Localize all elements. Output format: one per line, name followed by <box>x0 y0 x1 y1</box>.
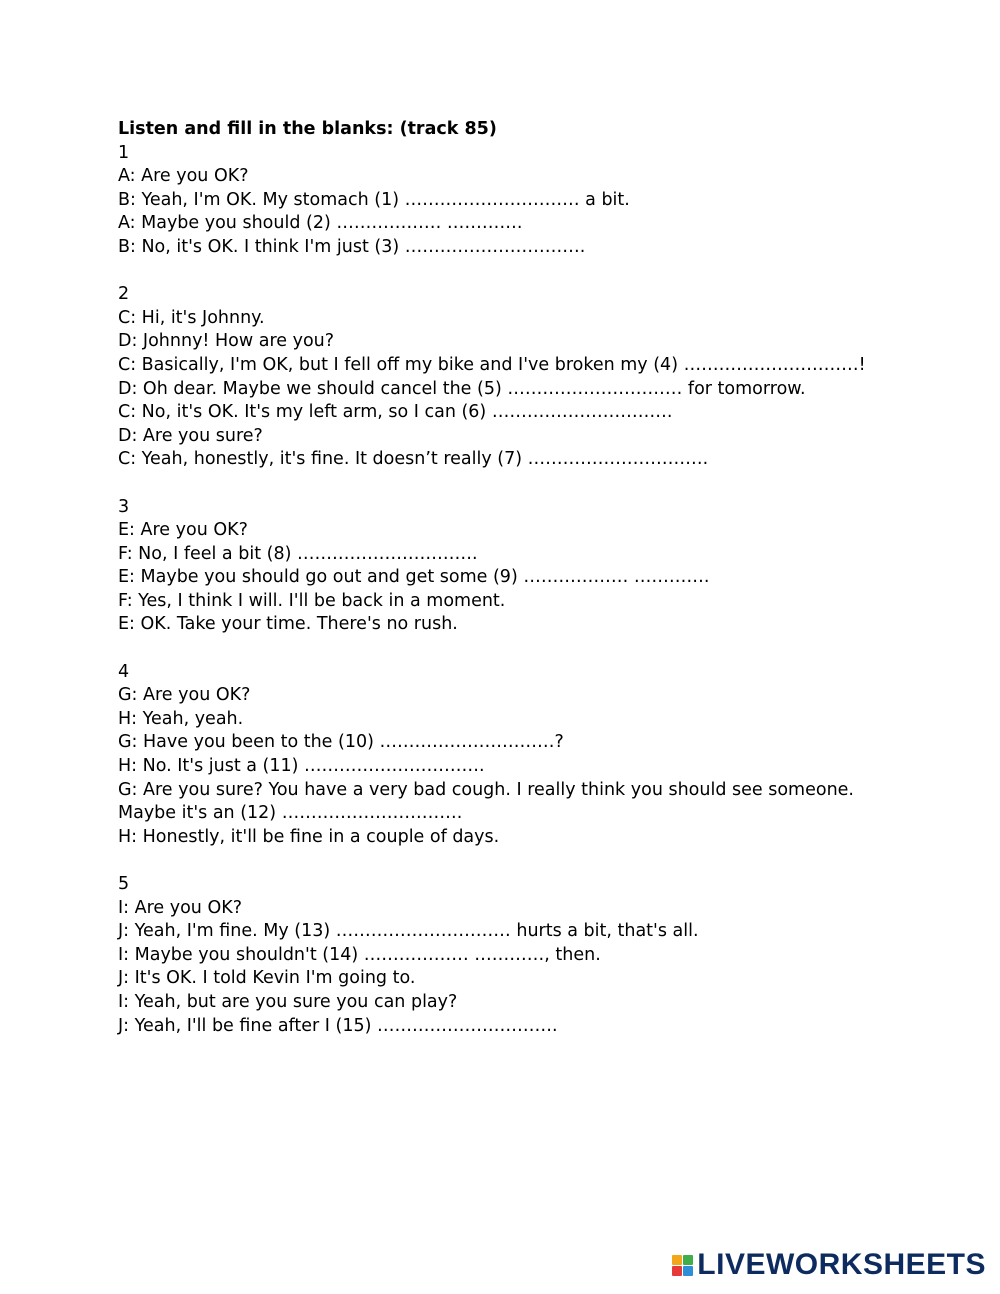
dialogue-line: E: OK. Take your time. There's no rush. <box>118 614 458 635</box>
dialogue-1 <box>118 142 978 260</box>
dialogue-line: J: It's OK. I told Kevin I'm going to. <box>118 968 416 989</box>
dialogue-line: Maybe it's an (12) …………………………. <box>118 803 463 824</box>
dialogue-line: C: No, it's OK. It's my left arm, so I can (6) …………………………. <box>118 402 673 423</box>
logo-square-3 <box>672 1266 682 1276</box>
dialogue-line: C: Yeah, honestly, it's fine. It doesn’t really (7) …………………………. <box>118 449 709 470</box>
dialogue-line: H: Honestly, it'll be fine in a couple of days. <box>118 826 500 847</box>
dialogue-line: F: Yes, I think I will. I'll be back in a moment. <box>118 590 506 611</box>
dialogue-4 <box>118 661 978 850</box>
dialogue-number: 4 <box>118 661 130 682</box>
dialogue-line: I: Yeah, but are you sure you can play? <box>118 991 458 1012</box>
worksheet-title: Listen and fill in the blanks: (track 85) <box>118 119 497 139</box>
dialogue-number: 3 <box>118 496 130 517</box>
dialogue-3 <box>118 496 978 638</box>
dialogue-line: A: Are you OK? <box>118 166 249 187</box>
dialogue-line: C: Basically, I'm OK, but I fell off my bike and I've broken my (4) …………………………! <box>118 354 866 375</box>
dialogue-line: B: Yeah, I'm OK. My stomach (1) ………………………… a bit. <box>118 189 630 210</box>
dialogue-line: G: Have you been to the (10) …………………………? <box>118 732 564 753</box>
logo-square-2 <box>683 1255 693 1265</box>
logo-text: LIVEWORKSHEETS <box>697 1248 986 1281</box>
dialogue-line: B: No, it's OK. I think I'm just (3) …………………………. <box>118 236 586 257</box>
liveworksheets-logo[interactable] <box>672 1248 986 1282</box>
dialogue-line: D: Johnny! How are you? <box>118 331 335 352</box>
dialogue-line: I: Maybe you shouldn't (14) ……………… …………, then. <box>118 944 601 965</box>
dialogue-line: D: Are you sure? <box>118 425 263 446</box>
dialogue-line: C: Hi, it's Johnny. <box>118 307 265 328</box>
dialogue-line: G: Are you sure? You have a very bad cough. I really think you should see someone. <box>118 779 854 800</box>
dialogue-number: 1 <box>118 142 130 163</box>
dialogue-line: F: No, I feel a bit (8) …………………………. <box>118 543 478 564</box>
dialogue-number: 5 <box>118 874 130 894</box>
worksheet <box>118 118 978 1038</box>
dialogue-line: D: Oh dear. Maybe we should cancel the (5) ………………………… for tomorrow. <box>118 378 806 399</box>
dialogue-2 <box>118 283 978 472</box>
dialogue-line: H: Yeah, yeah. <box>118 708 244 729</box>
dialogue-line: G: Are you OK? <box>118 685 251 706</box>
logo-square-4 <box>683 1266 693 1276</box>
dialogue-line: H: No. It's just a (11) …………………………. <box>118 756 485 777</box>
dialogue-line: J: Yeah, I'll be fine after I (15) …………………………. <box>118 1015 558 1036</box>
dialogue-line: J: Yeah, I'm fine. My (13) ………………………… hurts a bit, that's all. <box>118 921 699 942</box>
dialogue-line: E: Maybe you should go out and get some (9) ……………… …………. <box>118 567 710 588</box>
dialogue-list <box>118 142 978 1039</box>
dialogue-line: E: Are you OK? <box>118 520 248 541</box>
dialogue-line: A: Maybe you should (2) ……………… …………. <box>118 213 523 234</box>
dialogue-5 <box>118 873 978 1038</box>
dialogue-line: I: Are you OK? <box>118 897 242 918</box>
dialogue-number: 2 <box>118 284 130 305</box>
liveworksheets-logo-icon <box>672 1255 693 1276</box>
logo-square-1 <box>672 1255 682 1265</box>
